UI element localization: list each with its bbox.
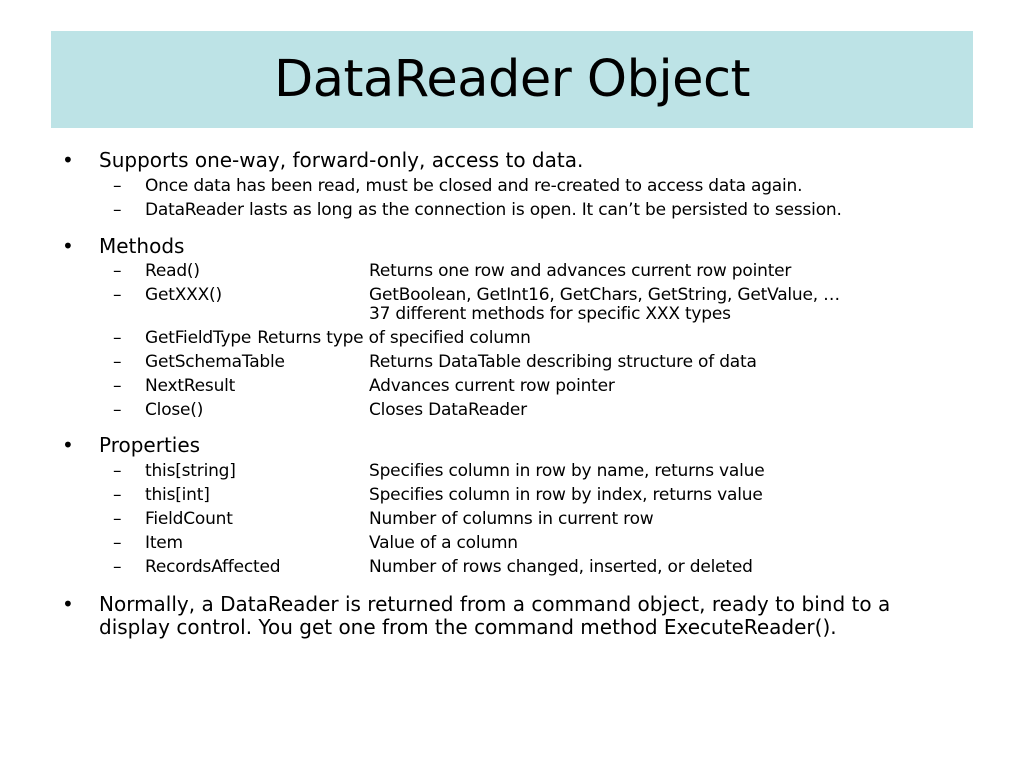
property-desc: Specifies column in row by index, returns value xyxy=(369,485,763,505)
note-line-2: display control. You get one from the command method ExecuteReader(). xyxy=(99,615,837,639)
dash-glyph: – xyxy=(113,176,122,196)
property-name: RecordsAffected xyxy=(145,557,281,577)
bullet-dot: • xyxy=(62,234,74,258)
method-desc-line2: 37 different methods for specific XXX types xyxy=(369,304,731,324)
dash-glyph: – xyxy=(113,557,122,577)
property-name: Item xyxy=(145,533,183,553)
bullet-intro-text: Supports one-way, forward-only, access to data. xyxy=(99,148,584,172)
dash-glyph: – xyxy=(113,461,122,481)
dash-glyph: – xyxy=(113,261,122,281)
dash-glyph: – xyxy=(113,400,122,420)
method-name: NextResult xyxy=(145,376,236,396)
dash-glyph: – xyxy=(113,285,122,305)
dash-glyph: – xyxy=(113,328,122,348)
dash-glyph: – xyxy=(113,352,122,372)
method-desc: Returns DataTable describing structure of data xyxy=(369,352,757,372)
methods-heading: Methods xyxy=(99,234,185,258)
bullet-dot: • xyxy=(62,592,74,616)
dash-glyph: – xyxy=(113,200,122,220)
property-desc: Number of rows changed, inserted, or deleted xyxy=(369,557,753,577)
property-name: FieldCount xyxy=(145,509,233,529)
properties-heading: Properties xyxy=(99,433,201,457)
slide-title: DataReader Object xyxy=(273,50,751,109)
dash-glyph: – xyxy=(113,509,122,529)
sub-bullet-text: DataReader lasts as long as the connection is open. It can’t be persisted to session. xyxy=(145,200,842,220)
method-name: GetXXX() xyxy=(145,285,222,305)
sub-bullet-text: Once data has been read, must be closed and re-created to access data again. xyxy=(145,176,803,196)
property-desc: Value of a column xyxy=(369,533,518,553)
method-desc: GetBoolean, GetInt16, GetChars, GetString, GetValue, … xyxy=(369,285,840,305)
dash-glyph: – xyxy=(113,376,122,396)
property-name: this[string] xyxy=(145,461,236,481)
method-inline xyxy=(145,328,531,349)
method-name: Read() xyxy=(145,261,200,281)
dash-glyph: – xyxy=(113,485,122,505)
method-name: Close() xyxy=(145,400,204,420)
property-desc: Specifies column in row by name, returns value xyxy=(369,461,765,481)
method-desc: Returns type of specified column xyxy=(257,328,531,348)
method-desc: Returns one row and advances current row pointer xyxy=(369,261,792,281)
property-name: this[int] xyxy=(145,485,210,505)
method-desc: Closes DataReader xyxy=(369,400,527,420)
method-name: GetFieldType xyxy=(145,328,252,348)
property-desc: Number of columns in current row xyxy=(369,509,654,529)
method-name: GetSchemaTable xyxy=(145,352,285,372)
method-desc: Advances current row pointer xyxy=(369,376,615,396)
bullet-dot: • xyxy=(62,148,74,172)
dash-glyph: – xyxy=(113,533,122,553)
note-line-1: Normally, a DataReader is returned from a command object, ready to bind to a xyxy=(99,592,891,616)
bullet-dot: • xyxy=(62,433,74,457)
